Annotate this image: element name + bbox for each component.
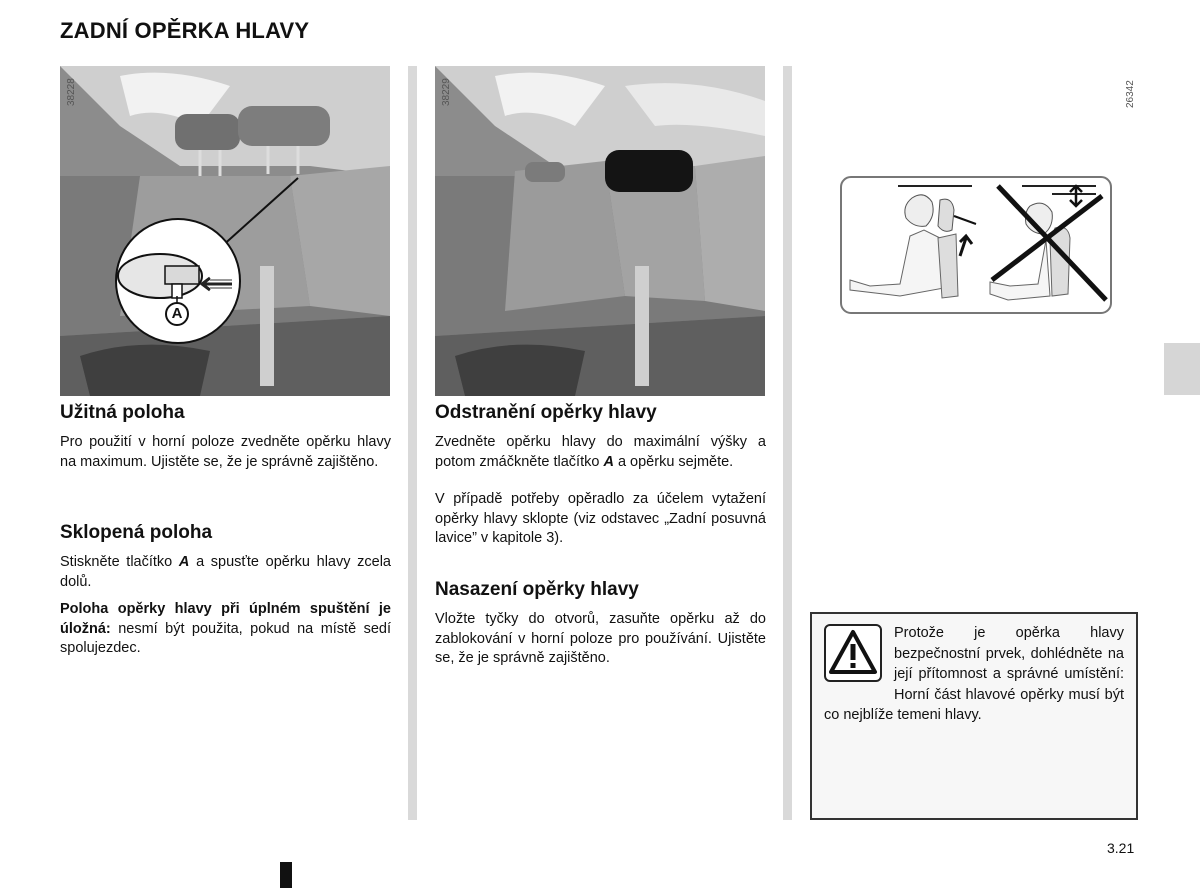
photo-id-1: 38228 xyxy=(66,78,77,106)
paragraph-use-position: Pro použití v horní poloze zvedněte opěrku hlavy na maximum. Ujistěte se, že je správně zajištěno. xyxy=(60,434,391,470)
column-divider-1 xyxy=(408,66,417,820)
text-run: Stiskněte tlačítko xyxy=(60,554,179,570)
section-heading-folded-position: Sklopená poloha xyxy=(60,522,213,543)
warning-triangle-icon xyxy=(824,624,882,682)
rear-seat-photo-headrest-raised xyxy=(60,66,390,396)
paragraph-storage-position xyxy=(60,600,391,659)
column-divider-2 xyxy=(783,66,792,820)
text-run: a opěrku sejměte. xyxy=(613,453,734,470)
footer-mark xyxy=(280,862,292,888)
rear-seat-photo-headrest-lowered xyxy=(435,66,765,396)
paragraph-installation: Vložte tyčky do otvorů, zasuňte opěrku až do zablokování v horní poloze pro používání. Ujistěte se, že je správně zajištěno. xyxy=(435,611,766,666)
button-a-ref: A xyxy=(603,453,614,470)
paragraph-removal xyxy=(435,433,766,472)
section-heading-use-position: Užitná poloha xyxy=(60,402,185,423)
bold-lead: Poloha opěrky hlavy při úplném spuštění je úložná: xyxy=(60,601,391,637)
text-run: Zvedněte opěrku hlavy do maximální výšky a potom zmáčkněte tlačítko xyxy=(435,434,766,470)
section-heading-installation: Nasazení opěrky hlavy xyxy=(435,579,639,600)
callout-label-a: A xyxy=(171,305,183,322)
text-run: a spusťte opěrku hlavy zcela dolů. xyxy=(60,554,391,590)
photo-id-2: 38229 xyxy=(441,78,452,106)
page-number: 3.21 xyxy=(1107,840,1135,856)
paragraph-folded-position xyxy=(60,553,391,592)
page-title: ZADNÍ OPĚRKA HLAVY xyxy=(60,18,310,43)
paragraph-removal-note: V případě potřeby opěradlo za účelem vytažení opěrky hlavy sklopte (viz odstavec „Zadní posuvná lavice” v kapitole 3). xyxy=(435,491,766,546)
diagram-id: 26342 xyxy=(1125,80,1136,108)
button-a-ref: A xyxy=(178,554,190,570)
section-heading-removal: Odstranění opěrky hlavy xyxy=(435,402,657,423)
headrest-position-diagram xyxy=(840,176,1112,314)
text-run: nesmí být použita, pokud na místě sedí spolujezdec. xyxy=(60,620,391,656)
safety-warning-box xyxy=(810,612,1138,820)
warning-text: Protože je opěrka hlavy bezpečnostní prvek, dohlédněte na její přítomnost a správné umístění: Horní část hlavové opěrky musí být co nejblíže temeni hlavy. xyxy=(824,625,1124,723)
chapter-tab xyxy=(1164,343,1200,395)
